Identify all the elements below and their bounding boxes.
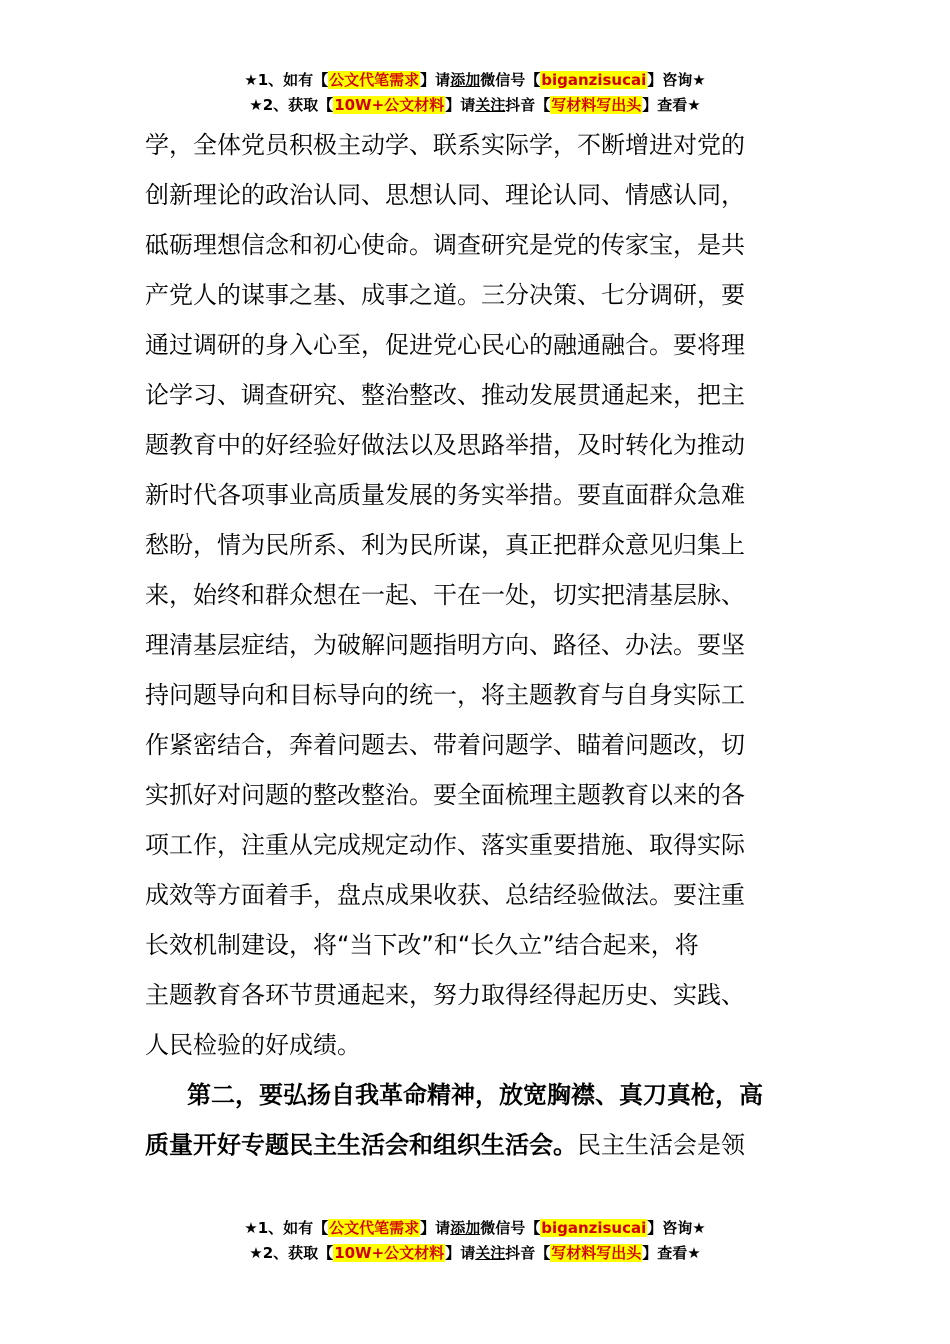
banner-highlight: biganzisucai — [541, 1219, 647, 1237]
banner-text: ★1、如有【 — [244, 1219, 329, 1237]
banner-text: 微信号【 — [480, 1219, 541, 1237]
banner-underline: 关注 — [475, 1244, 506, 1262]
banner-text: ★2、获取【 — [249, 1244, 334, 1262]
paragraph-2-text: 民主生活会是领 — [577, 1131, 745, 1159]
banner-highlight: 10W+公文材料 — [334, 96, 445, 114]
banner-highlight: 公文代笔需求 — [329, 1219, 420, 1237]
paragraph-2 — [145, 1070, 805, 1170]
banner-text: 抖音【 — [505, 1244, 551, 1262]
banner-text: 】查看★ — [642, 1244, 701, 1262]
banner-highlight: 公文代笔需求 — [329, 71, 420, 89]
footer-banner — [0, 1216, 950, 1266]
banner-text: 】请 — [420, 1219, 451, 1237]
banner-line-2 — [0, 1241, 950, 1266]
banner-text: 】请 — [445, 96, 476, 114]
header-banner — [0, 68, 950, 118]
banner-text: 】咨询★ — [647, 71, 706, 89]
banner-text: 】请 — [420, 71, 451, 89]
banner-highlight: 写材料写出头 — [551, 1244, 642, 1262]
banner-highlight: biganzisucai — [541, 71, 647, 89]
banner-highlight: 写材料写出头 — [551, 96, 642, 114]
banner-underline: 添加 — [450, 1219, 481, 1237]
banner-line-1 — [0, 1216, 950, 1241]
banner-highlight: 10W+公文材料 — [334, 1244, 445, 1262]
paragraph-1: 学，全体党员积极主动学、联系实际学，不断增进对党的 创新理论的政治认同、思想认同、理论认同、情感认同， 砥砺理想信念和初心使命。调查研究是党的传家宝，是共 产党人的谋事之基、成事之道。三分决策、七分调研，要 通过调研的身入心至，促进党心民心的融通融合。要将理 论学习、调查研究、整治整改、推动发展贯通起来，把主 题教育中的好经验好做法以及思路举措，及时转化为推动 新时代各项事业高质量发展的务实举措。要直面群众急难 愁盼，情为民所系、利为民所谋，真正把群众意见归集上 来，始终和群众想在一起、干在一处，切实把清基层脉、 理清基层症结，为破解问题指明方向、路径、办法。要坚 持问题导向和目标导向的统一，将主题教育与自身实际工 作紧密结合，奔着问题去、带着问题学、瞄着问题改，切 实抓好对问题的整改整治。要全面梳理主题教育以来的各 项工作，注重从完成规定动作、落实重要措施、取得实际 成效等方面着手，盘点成果收获、总结经验做法。要注重 长效机制建设，将“当下改”和“长久立”结合起来，将 主题教育各环节贯通起来，努力取得经得起历史、实践、 人民检验的好成绩。 — [145, 131, 745, 1059]
banner-text: 】咨询★ — [647, 1219, 706, 1237]
banner-line-2 — [0, 93, 950, 118]
banner-text: 】查看★ — [642, 96, 701, 114]
banner-text: 微信号【 — [480, 71, 541, 89]
banner-text: ★2、获取【 — [249, 96, 334, 114]
banner-text: 抖音【 — [505, 96, 551, 114]
banner-line-1 — [0, 68, 950, 93]
banner-text: 】请 — [445, 1244, 476, 1262]
banner-underline: 添加 — [450, 71, 481, 89]
banner-text: ★1、如有【 — [244, 71, 329, 89]
paragraph-2-heading: 第二，要弘扬自我革命精神，放宽胸襟、真刀真枪，高 质量开好专题民主生活会和组织生活会。 — [145, 1081, 763, 1159]
document-body — [145, 120, 805, 1170]
banner-underline: 关注 — [475, 96, 506, 114]
